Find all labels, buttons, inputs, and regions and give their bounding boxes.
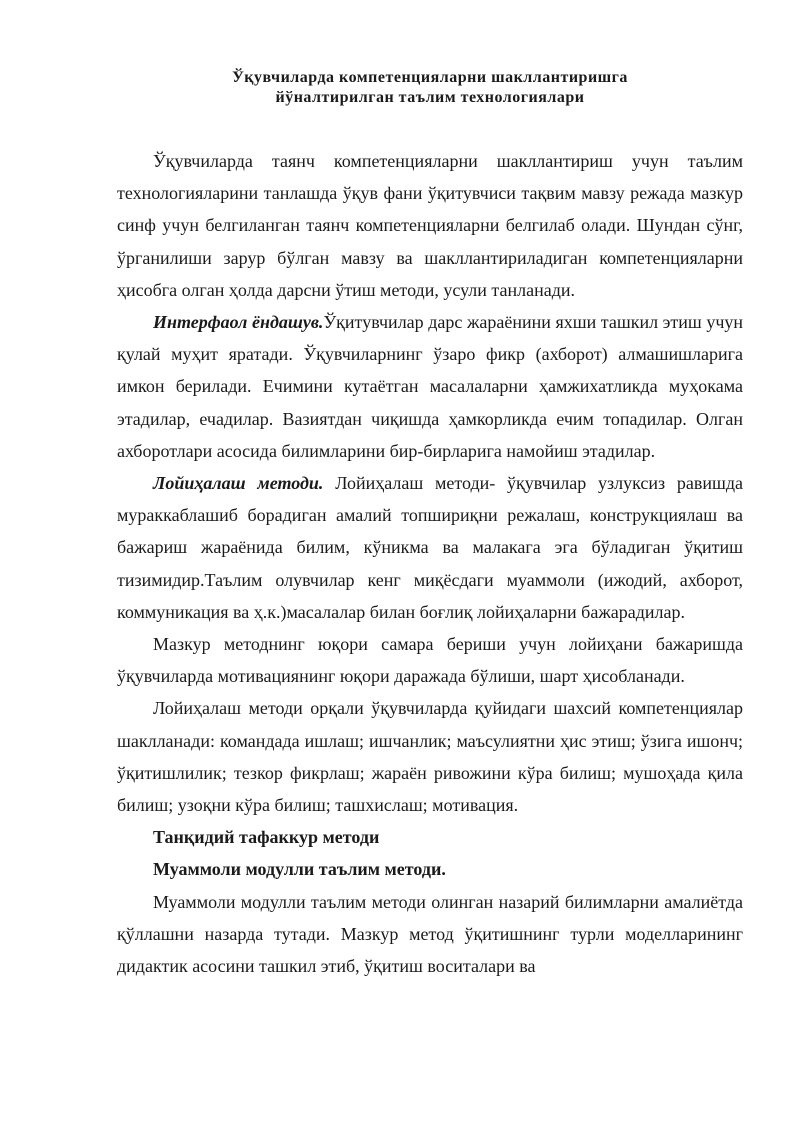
text-project-method: Лойиҳалаш методи- ўқувчилар узлуксиз равишда мураккаблашиб борадиган амалий топшириқни режалаш, конструкциялаш ва бажариш жараёнида билим, кўникма ва малакага эга бўладиган ўқитиш тизимидир.Таълим олувчилар кенг миқёсдаги муаммоли (ижодий, ахборот, коммуникация ва ҳ.к.)масалалар билан боғлиқ лойиҳаларни бажарадилар. <box>117 473 743 622</box>
paragraph-method-efficiency: Мазкур методнинг юқори самара бериши учун лойиҳани бажаришда ўқувчиларда мотивациянинг юқори даражада бўлиши, шарт ҳисобланади. <box>117 634 743 687</box>
title-line-1: Ўқувчиларда компетенцияларни шакллантиришга <box>232 69 628 86</box>
document-page <box>117 68 743 982</box>
paragraph-intro: Ўқувчиларда таянч компетенцияларни шакллантириш учун таълим технологияларини танлашда ўқув фани ўқитувчиси тақвим мавзу режада мазкур синф учун белгиланган таянч компетенцияларни белгилаб олади. Шундан сўнг, ўрганилиши зарур бўлган мавзу ва шакллантириладиган компетенцияларни ҳисобга олган ҳолда дарсни ўтиш методи, усули танланади. <box>117 151 743 300</box>
paragraph-project-method <box>117 467 743 628</box>
paragraph-interactive-approach <box>117 306 743 467</box>
heading-critical-thinking: Танқидий тафаккур методи <box>153 827 380 848</box>
paragraph-problem-modular: Муаммоли модулли таълим методи олинган назарий билимларни амалиётда қўллашни назарда тутади. Мазкур метод ўқитишнинг турли моделларининг дидактик асосини ташкил этиб, ўқитиш воситалари ва <box>117 891 743 977</box>
document-title <box>117 68 743 108</box>
lead-interactive-approach: Интерфаол ёндашув. <box>153 312 324 333</box>
heading-problem-modular: Муаммоли модулли таълим методи. <box>153 859 446 880</box>
text-interactive-approach: Ўқитувчилар дарс жараёнини яхши ташкил этиш учун қулай муҳит яратади. Ўқувчиларнинг ўзаро фикр (ахборот) алмашишларига имкон берилади. Ечимини кутаётган масалаларни ҳамжихатликда муҳокама этадилар, ечадилар. Вазиятдан чиқишда ҳамкорликда ечим топадилар. Олган ахборотлари асосида билимларини бир-бирларига намойиш этадилар. <box>117 312 743 461</box>
paragraph-personal-competencies: Лойиҳалаш методи орқали ўқувчиларда қуйидаги шахсий компетенциялар шаклланади: командада ишлаш; ишчанлик; маъсулиятни ҳис этиш; ўзига ишонч; ўқитишлилик; тезкор фикрлаш; жараён ривожини кўра билиш; мушоҳада қила билиш; узоқни кўра билиш; ташхислаш; мотивация. <box>117 698 743 816</box>
title-line-2: йўналтирилган таълим технологиялари <box>275 89 585 106</box>
lead-project-method: Лойиҳалаш методи. <box>153 473 324 494</box>
